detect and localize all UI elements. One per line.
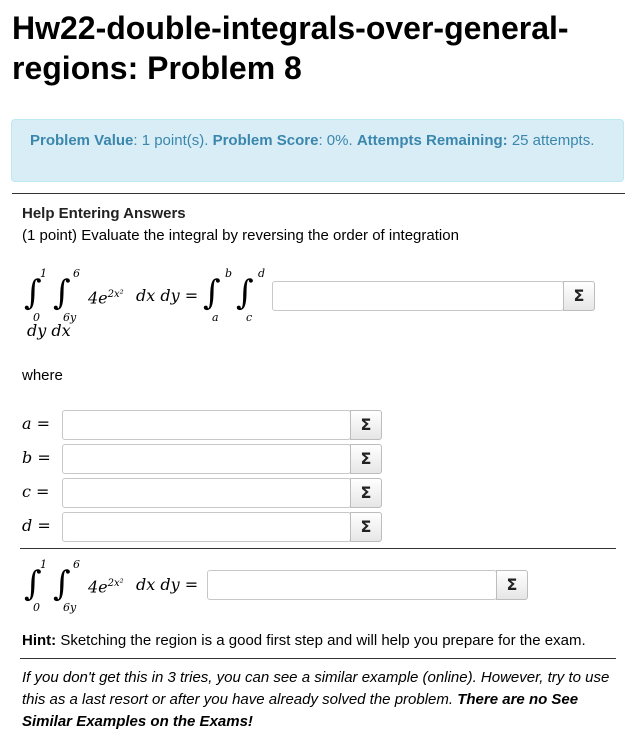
differentials: dx dy = [136,286,199,305]
var-b-label: b = [22,448,51,467]
attempts-remaining-label: Attempts Remaining: [356,132,508,149]
equation-editor-button[interactable]: Σ [563,281,595,311]
differentials: dx dy = [136,575,199,594]
inner-upper-limit: 6 [73,558,80,571]
integral-sign: ∫ [24,564,42,604]
inner-lower-limit: 6y [63,601,77,614]
problem-value-label: Problem Value [30,132,134,149]
integral-sign: ∫ [236,273,254,313]
problem-info-box [11,119,624,182]
var-d-label: d = [22,516,51,535]
outer-upper-limit: 1 [40,558,47,571]
var-c-input[interactable] [62,478,351,508]
equation-editor-button[interactable]: Σ [350,478,382,508]
problem-statement: (1 point) Evaluate the integral by reversing the order of integration [22,227,459,244]
inner-lower-limit: 6y [63,311,77,324]
page-title: Hw22-double-integrals-over-general-regions: Problem 8 [12,10,569,86]
new-differentials: dy dx [27,321,71,340]
footer-bold-text: There are no See Similar Examples on the Exams! [22,691,579,730]
problem-value: : 1 point(s). [133,132,209,149]
outer-lower-limit: 0 [33,311,40,324]
new-inner-upper-limit: d [258,267,266,280]
new-outer-lower-limit: a [212,311,219,324]
similar-example-note [22,667,618,733]
new-inner-lower-limit: c [246,311,253,324]
var-c-label: c = [22,482,50,501]
problem-score-label: Problem Score [212,132,319,149]
attempts-remaining: 25 attempts. [511,132,595,149]
equation-editor-button[interactable]: Σ [350,512,382,542]
var-a-label: a = [22,414,51,433]
hint [22,632,586,649]
divider [20,658,616,659]
integrand-answer-input[interactable] [272,281,564,311]
integrand: $4e^{2x^2}$ [88,288,124,308]
integral-sign: ∫ [53,273,71,313]
divider [20,548,616,549]
divider [12,193,625,194]
equation-editor-button[interactable]: Σ [496,570,528,600]
var-a-input[interactable] [62,410,351,440]
hint-label: Hint: [22,632,57,649]
equation-editor-button[interactable]: Σ [350,410,382,440]
integral-sign: ∫ [53,564,71,604]
integral-sign: ∫ [24,273,42,313]
inner-upper-limit: 6 [73,267,80,280]
footer-text: If you don't get this in 3 tries, you can see a similar example (online). However, try to use this as a last resort or after you have already solved the problem. [22,669,610,708]
new-outer-upper-limit: b [225,267,233,280]
var-d-input[interactable] [62,512,351,542]
help-entering-answers-link[interactable]: Help Entering Answers [22,205,186,222]
var-b-input[interactable] [62,444,351,474]
where-label: where [22,367,63,384]
outer-lower-limit: 0 [33,601,40,614]
hint-text: Sketching the region is a good first step and will help you prepare for the exam. [56,632,586,649]
integral-sign: ∫ [203,273,221,313]
problem-score: : 0%. [318,132,353,149]
outer-upper-limit: 1 [40,267,47,280]
final-answer-input[interactable] [207,570,497,600]
integrand: $4e^{2x^2}$ [88,577,124,597]
equation-editor-button[interactable]: Σ [350,444,382,474]
